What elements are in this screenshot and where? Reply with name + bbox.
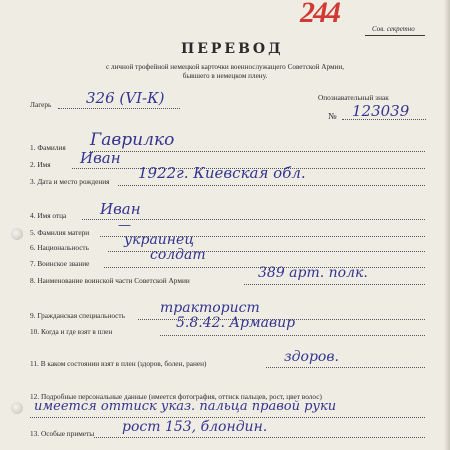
camp-value: 326 (VI-К) — [86, 89, 165, 107]
field-4-value: Иван — [100, 200, 141, 218]
field-12-value: имеется оттиск указ. пальца правой руки — [34, 399, 337, 414]
field-3-num: 3. — [30, 177, 36, 186]
field-12-label-text: Подробные персональные данные (имеется фотография, оттиск пальцев, рост, цвет волос) — [40, 392, 322, 401]
document-subtitle — [60, 63, 390, 81]
field-10-label-text: Когда и где взят в плен — [40, 327, 113, 336]
field-3-value: 1922г. Киевская обл. — [138, 164, 306, 182]
field-1-label-text: Фамилия — [37, 143, 66, 152]
field-3-label — [30, 177, 110, 186]
field-13-label-text: Особые приметы — [40, 429, 95, 438]
field-4-label-text: Имя отца — [37, 211, 67, 220]
field-8-label — [30, 276, 190, 285]
field-9-label — [30, 311, 125, 320]
field-1-value: Гаврилко — [90, 130, 175, 150]
field-6-label — [30, 243, 89, 252]
field-11-line — [266, 367, 425, 368]
field-13-num: 13. — [30, 429, 40, 438]
field-2-num: 2. — [30, 160, 36, 169]
field-11-num: 11. — [30, 359, 39, 368]
field-3-line — [118, 185, 425, 186]
field-9-num: 9. — [30, 311, 36, 320]
classification-label: Сов. секретно — [372, 25, 415, 33]
field-6-num: 6. — [30, 243, 36, 252]
tag-value: 123039 — [352, 102, 410, 120]
field-3-label-text: Дата и место рождения — [37, 177, 110, 186]
field-6-label-text: Национальность — [37, 243, 89, 252]
field-6-value: украинец — [124, 232, 195, 248]
field-2-label-text: Имя — [37, 160, 51, 169]
field-9-value: тракторист — [160, 300, 260, 316]
field-13-value: рост 153, блондин. — [122, 419, 268, 435]
tag-number-sign: № — [328, 111, 337, 121]
field-10-label — [30, 327, 112, 336]
field-5-label-text: Фамилия матери — [37, 228, 90, 237]
field-8-label-text: Наименование воинской части Советской Армии — [37, 276, 190, 285]
subtitle-line-1: с личной трофейной немецкой карточки военнослужащего Советской Армии, — [106, 63, 344, 71]
field-5-num: 5. — [30, 228, 36, 237]
field-5-value: — — [118, 218, 131, 233]
field-4-label — [30, 211, 66, 220]
field-8-line — [244, 284, 425, 285]
field-1-num: 1. — [30, 143, 36, 152]
field-7-label — [30, 259, 89, 268]
field-8-value: 389 арт. полк. — [258, 265, 368, 281]
field-12-num: 12. — [30, 392, 40, 401]
field-2-label — [30, 160, 51, 169]
field-11-label — [30, 359, 206, 368]
field-10-value: 5.8.42. Армавир — [176, 315, 296, 331]
field-12-line — [30, 417, 425, 418]
field-9-label-text: Гражданская специальность — [37, 311, 125, 320]
camp-label: Лагерь — [30, 100, 52, 109]
archive-stamp-number: 244 — [300, 0, 339, 29]
field-1-line — [90, 151, 425, 152]
field-5-label — [30, 228, 89, 237]
field-13-label — [30, 429, 94, 438]
paper-edge-shadow — [444, 0, 450, 450]
punch-hole-top — [11, 228, 23, 240]
field-10-num: 10. — [30, 327, 40, 336]
document-title: ПЕРЕВОД — [181, 41, 284, 57]
field-11-label-text: В каком состоянии взят в плен (здоров, болен, ранен) — [40, 359, 207, 368]
field-13-line — [94, 437, 425, 438]
camp-line — [58, 108, 180, 109]
tag-label: Опознавательный знак — [318, 93, 389, 102]
subtitle-line-2: бывшего в немецком плену. — [182, 72, 268, 80]
field-4-line — [82, 219, 425, 220]
field-1-label — [30, 143, 66, 152]
punch-hole-bottom — [11, 402, 23, 414]
field-4-num: 4. — [30, 211, 36, 220]
field-7-label-text: Воинское звание — [37, 259, 90, 268]
field-11-value: здоров. — [284, 349, 339, 365]
field-7-value: солдат — [150, 247, 206, 263]
field-7-num: 7. — [30, 259, 36, 268]
field-8-num: 8. — [30, 276, 36, 285]
field-10-line — [160, 335, 425, 336]
classification-underline — [365, 35, 425, 36]
field-2-value: Иван — [80, 149, 121, 167]
